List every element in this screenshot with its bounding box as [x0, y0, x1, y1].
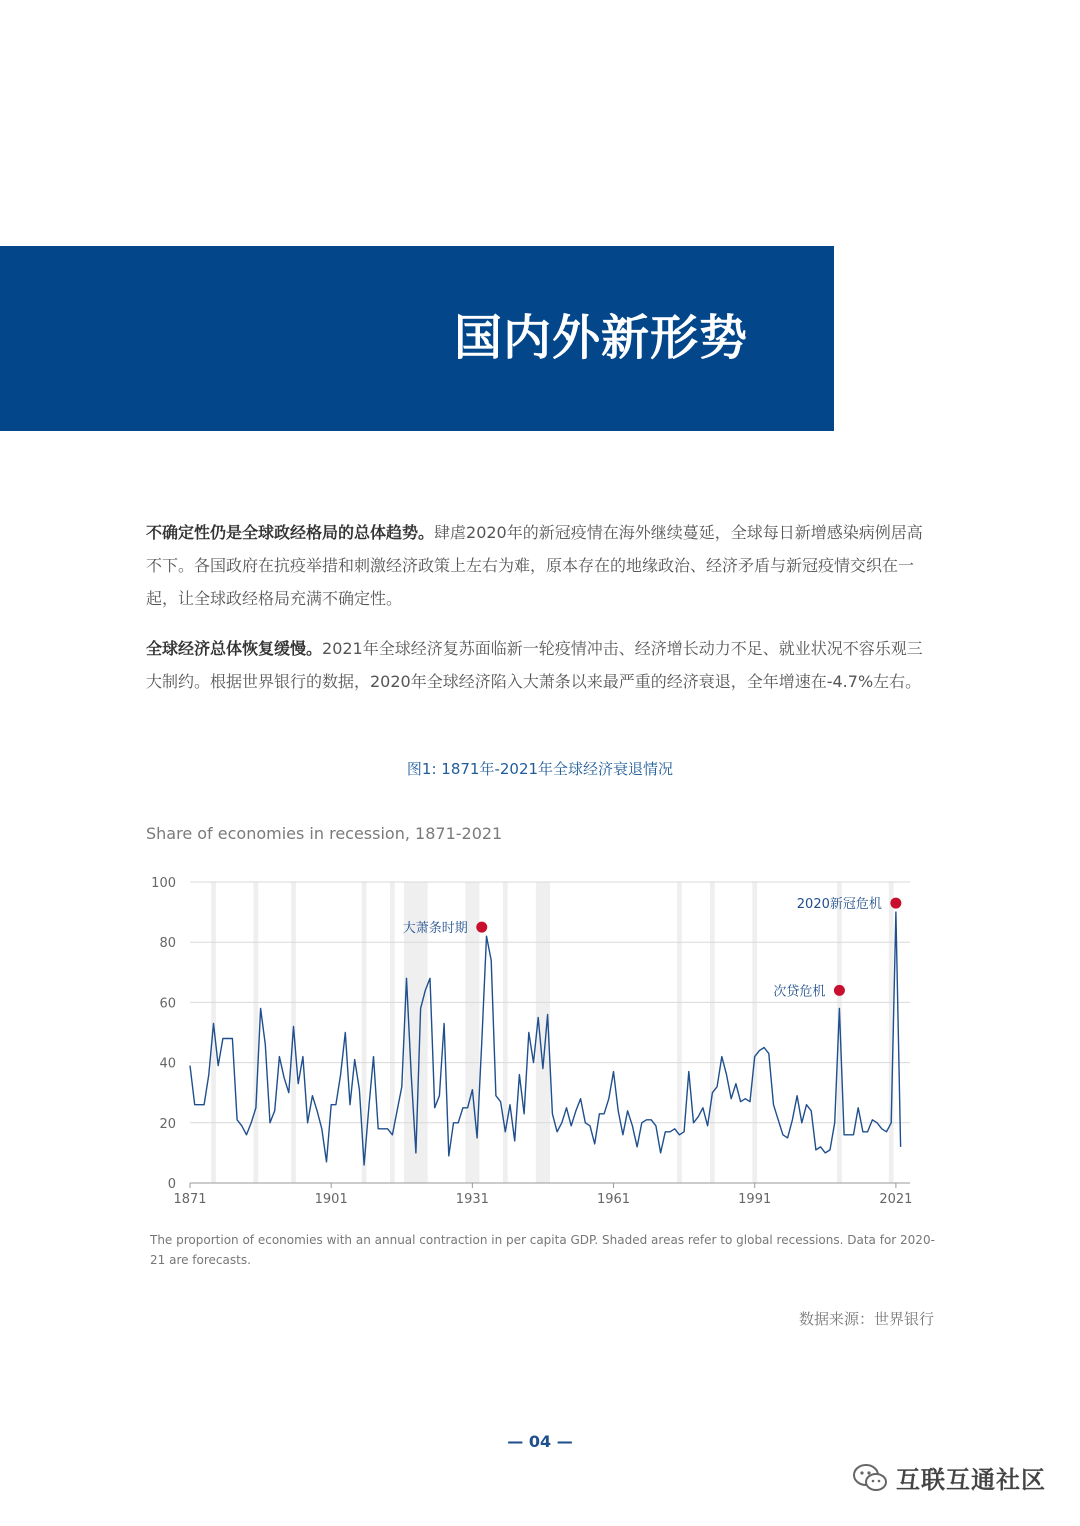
annotation-marker — [834, 985, 845, 996]
paragraph-body: 肆虐2020年的新冠疫情在海外继续蔓延，全球每日新增感染病例居高不下。各国政府在抗疫举措和刺激经济政策上左右为难，原本存在的地缘政治、经济矛盾与新冠疫情交织在一起，让全球政经格局充满不确定性。 — [146, 523, 923, 608]
paragraph-body: 2021年全球经济复苏面临新一轮疫情冲击、经济增长动力不足、就业状况不容乐观三大制约。根据世界银行的数据，2020年全球经济陷入大萧条以来最严重的经济衰退，全年增速在-4.7%左右。 — [146, 639, 923, 691]
watermark-text: 互联互通社区 — [896, 1466, 1046, 1494]
y-tick-label: 60 — [159, 996, 176, 1012]
watermark — [852, 1460, 1046, 1495]
y-tick-label: 0 — [167, 1177, 176, 1192]
annotation-label: 次贷危机 — [773, 984, 826, 1000]
recession-shade — [710, 882, 715, 1183]
paragraph-uncertainty — [146, 516, 938, 615]
data-source: 数据来源：世界银行 — [798, 1310, 934, 1328]
y-tick-label: 100 — [151, 876, 176, 891]
annotation-marker — [476, 922, 487, 933]
y-tick-label: 40 — [159, 1056, 176, 1072]
figure-caption: 图1: 1871年-2021年全球经济衰退情况 — [406, 760, 674, 778]
x-tick-label: 1931 — [455, 1192, 489, 1207]
annotation-label: 大萧条时期 — [402, 921, 468, 937]
recession-line-chart — [140, 868, 940, 1213]
recession-shade — [677, 882, 682, 1183]
recession-shade — [254, 882, 259, 1183]
section-banner — [0, 246, 834, 431]
chart-title: Share of economies in recession, 1871-2021 — [146, 824, 503, 843]
recession-shade — [390, 882, 395, 1183]
annotation-marker — [890, 898, 901, 909]
recession-shade — [541, 882, 546, 1183]
banner-title: 国内外新形势 — [453, 310, 748, 366]
paragraph-lead: 不确定性仍是全球政经格局的总体趋势。 — [146, 523, 435, 542]
recession-shade — [503, 882, 508, 1183]
x-tick-label: 1901 — [314, 1192, 348, 1207]
recession-shade — [470, 882, 475, 1183]
wechat-icon — [852, 1463, 888, 1493]
paragraph-lead: 全球经济总体恢复缓慢。 — [146, 639, 323, 658]
x-tick-label: 2021 — [879, 1192, 913, 1207]
recession-shade — [752, 882, 757, 1183]
chart-footnote: The proportion of economies with an annual contraction in per capita GDP. Shaded areas refer to global recessions. Data for 2020-21 are forecasts. — [150, 1233, 935, 1267]
page-number: — 04 — — [507, 1432, 573, 1451]
y-tick-label: 80 — [159, 936, 176, 952]
y-tick-label: 20 — [159, 1116, 176, 1132]
x-tick-label: 1991 — [738, 1192, 772, 1207]
x-tick-label: 1961 — [596, 1192, 631, 1207]
x-tick-label: 1871 — [173, 1192, 207, 1207]
paragraph-recovery — [146, 632, 938, 698]
annotation-label: 2020新冠危机 — [796, 897, 882, 913]
